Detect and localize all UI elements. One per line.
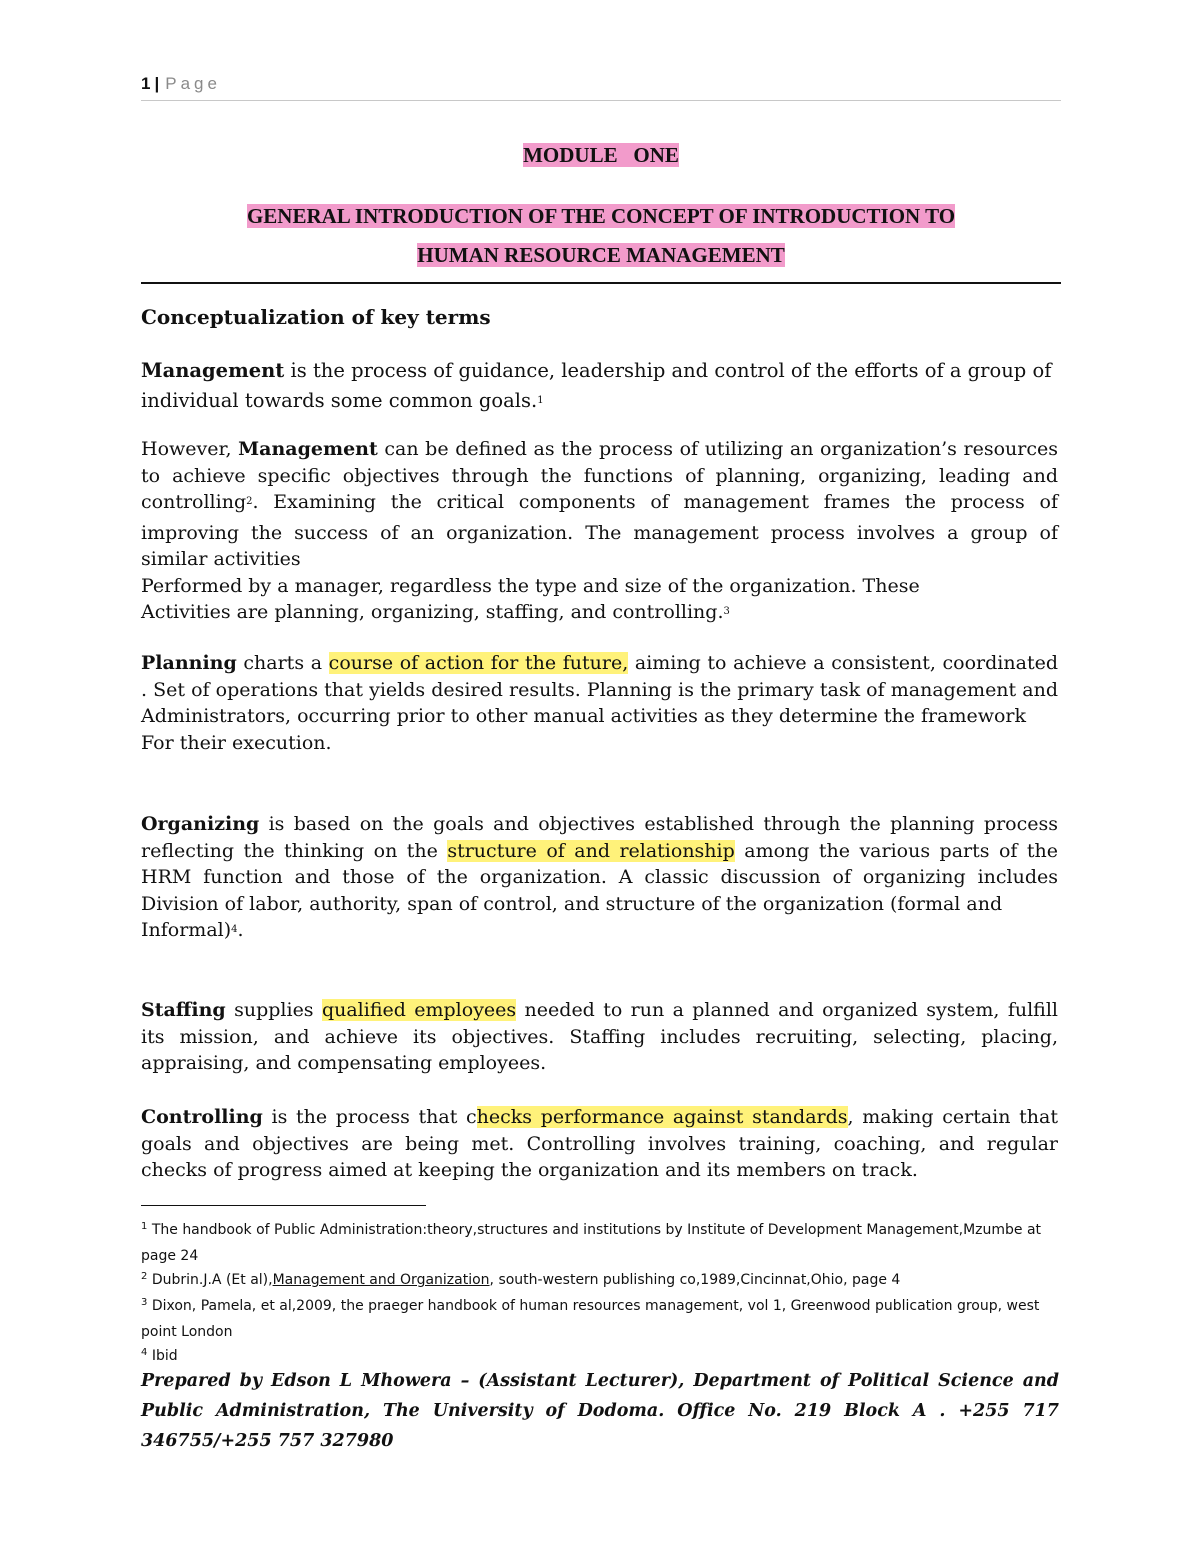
organizing-paragraph — [141, 811, 1058, 948]
however-pre: However, — [141, 438, 239, 460]
footnote-divider — [141, 1205, 426, 1206]
main-title-part-2: HUMAN RESOURCE MANAGEMENT — [417, 243, 785, 267]
page-header — [141, 74, 1061, 101]
management-definition — [141, 356, 1058, 420]
however-line-3: Activities are planning, organizing, staffing, and controlling. — [141, 601, 724, 623]
controlling-pre: is the process that c — [262, 1106, 477, 1128]
staffing-pre: supplies — [225, 999, 322, 1021]
controlling-paragraph — [141, 1104, 1058, 1184]
however-line-2: Performed by a manager, regardless the type and size of the organization. These — [141, 574, 920, 597]
main-title-line-1 — [141, 204, 1061, 229]
page-number: 1 — [141, 74, 151, 93]
footnote-1 — [141, 1218, 1061, 1268]
main-title-line-2 — [141, 243, 1061, 268]
planning-term: Planning — [141, 652, 237, 674]
controlling-highlight: hecks performance against standards — [476, 1106, 848, 1128]
planning-paragraph — [141, 650, 1058, 756]
planning-line-2: For their execution. — [141, 731, 332, 754]
page-label: Page — [165, 74, 221, 93]
staffing-highlight: qualified employees — [321, 999, 517, 1021]
footnote-2-title: Management and Organization — [272, 1272, 490, 1288]
staffing-term: Staffing — [141, 999, 226, 1021]
however-paragraph — [141, 436, 1058, 630]
section-heading: Conceptualization of key terms — [141, 305, 491, 329]
footnote-4-number: 4 — [141, 1347, 148, 1358]
module-title-line — [141, 143, 1061, 168]
footnotes — [141, 1218, 1061, 1370]
footnote-3-text: Dixon, Pamela, et al,2009, the praeger handbook of human resources management, vol 1, Greenwood publication group, west point London — [141, 1298, 1040, 1340]
controlling-text: , making certain that goals and objectives are being met. Controlling involves training, coaching, and regular checks of progress aimed at keeping the organization and its members on track. — [141, 1106, 1058, 1181]
footnote-2-post: , south-western publishing co,1989,Cincinnat,Ohio, page 4 — [489, 1272, 901, 1288]
organizing-term: Organizing — [141, 813, 260, 835]
footnote-ref-3: 3 — [723, 606, 730, 617]
staffing-text: needed to run a planned and organized system, fulfill its mission, and achieve its objectives. Staffing includes recruiting, selecting, placing, appraising, and compensating employees. — [141, 999, 1058, 1074]
footnote-2-pre: Dubrin.J.A (Et al), — [147, 1272, 273, 1288]
section-heading-block — [141, 304, 1058, 331]
footnote-2-number: 2 — [141, 1271, 148, 1282]
staffing-paragraph — [141, 997, 1058, 1077]
footnote-1-text: The handbook of Public Administration:theory,structures and institutions by Institute of Development Management,Mzumbe at page 24 — [141, 1222, 1042, 1264]
management-term: Management — [141, 359, 285, 382]
footnote-1-number: 1 — [141, 1221, 148, 1232]
however-text-a: can be defined as the process of utilizing an organization’s resources to achieve specific objectives through the functions of planning, organizing, leading and controlling — [141, 438, 1058, 513]
footnote-3 — [141, 1294, 1061, 1344]
however-term: Management — [238, 438, 378, 460]
organizing-text: among the various parts of the HRM function and those of the organization. A classic discussion of organizing includes Division of labor, authority, span of control, and structure of the organization (formal and — [141, 839, 1058, 915]
header-separator: | — [154, 74, 160, 93]
module-title: MODULE ONE — [523, 143, 679, 167]
however-text-b: . Examining the critical components of management frames the process of improving the success of an organization. The management process involves a group of similar activities — [141, 491, 1058, 570]
main-title-part-1: GENERAL INTRODUCTION OF THE CONCEPT OF INTRODUCTION TO — [246, 204, 956, 228]
footnote-ref-4: 4 — [231, 924, 238, 935]
footnote-4-text: Ibid — [147, 1348, 178, 1364]
organizing-highlight: structure of and relationship — [447, 839, 735, 862]
prepared-by-footer: Prepared by Edson L Mhowera – (Assistant Lecturer), Department of Political Science and Public Administration, The University of Dodoma. Office No. 219 Block A . +255 717 346755/+255 757 327980 — [141, 1371, 1059, 1451]
footnote-2 — [141, 1268, 1061, 1294]
organizing-line-2: Informal) — [141, 919, 232, 941]
planning-pre: charts a — [236, 652, 329, 674]
title-divider — [141, 282, 1061, 284]
planning-text: aiming to achieve a consistent, coordinated . Set of operations that yields desired results. Planning is the primary task of management and Administrators, occurring prior to other manual activities as they determine the framework — [141, 652, 1058, 727]
organizing-line-2-end: . — [237, 919, 244, 941]
footnote-3-number: 3 — [141, 1297, 148, 1308]
organizing-pre: is based on the goals and objectives established through the planning process reflecting the thinking on the — [141, 813, 1058, 862]
management-text: is the process of guidance, leadership and control of the efforts of a group of individual towards some common goals. — [141, 359, 1052, 412]
footnote-ref-2: 2 — [246, 496, 253, 507]
planning-highlight: course of action for the future, — [328, 652, 629, 674]
controlling-term: Controlling — [141, 1106, 263, 1128]
footnote-ref-1: 1 — [537, 395, 544, 406]
